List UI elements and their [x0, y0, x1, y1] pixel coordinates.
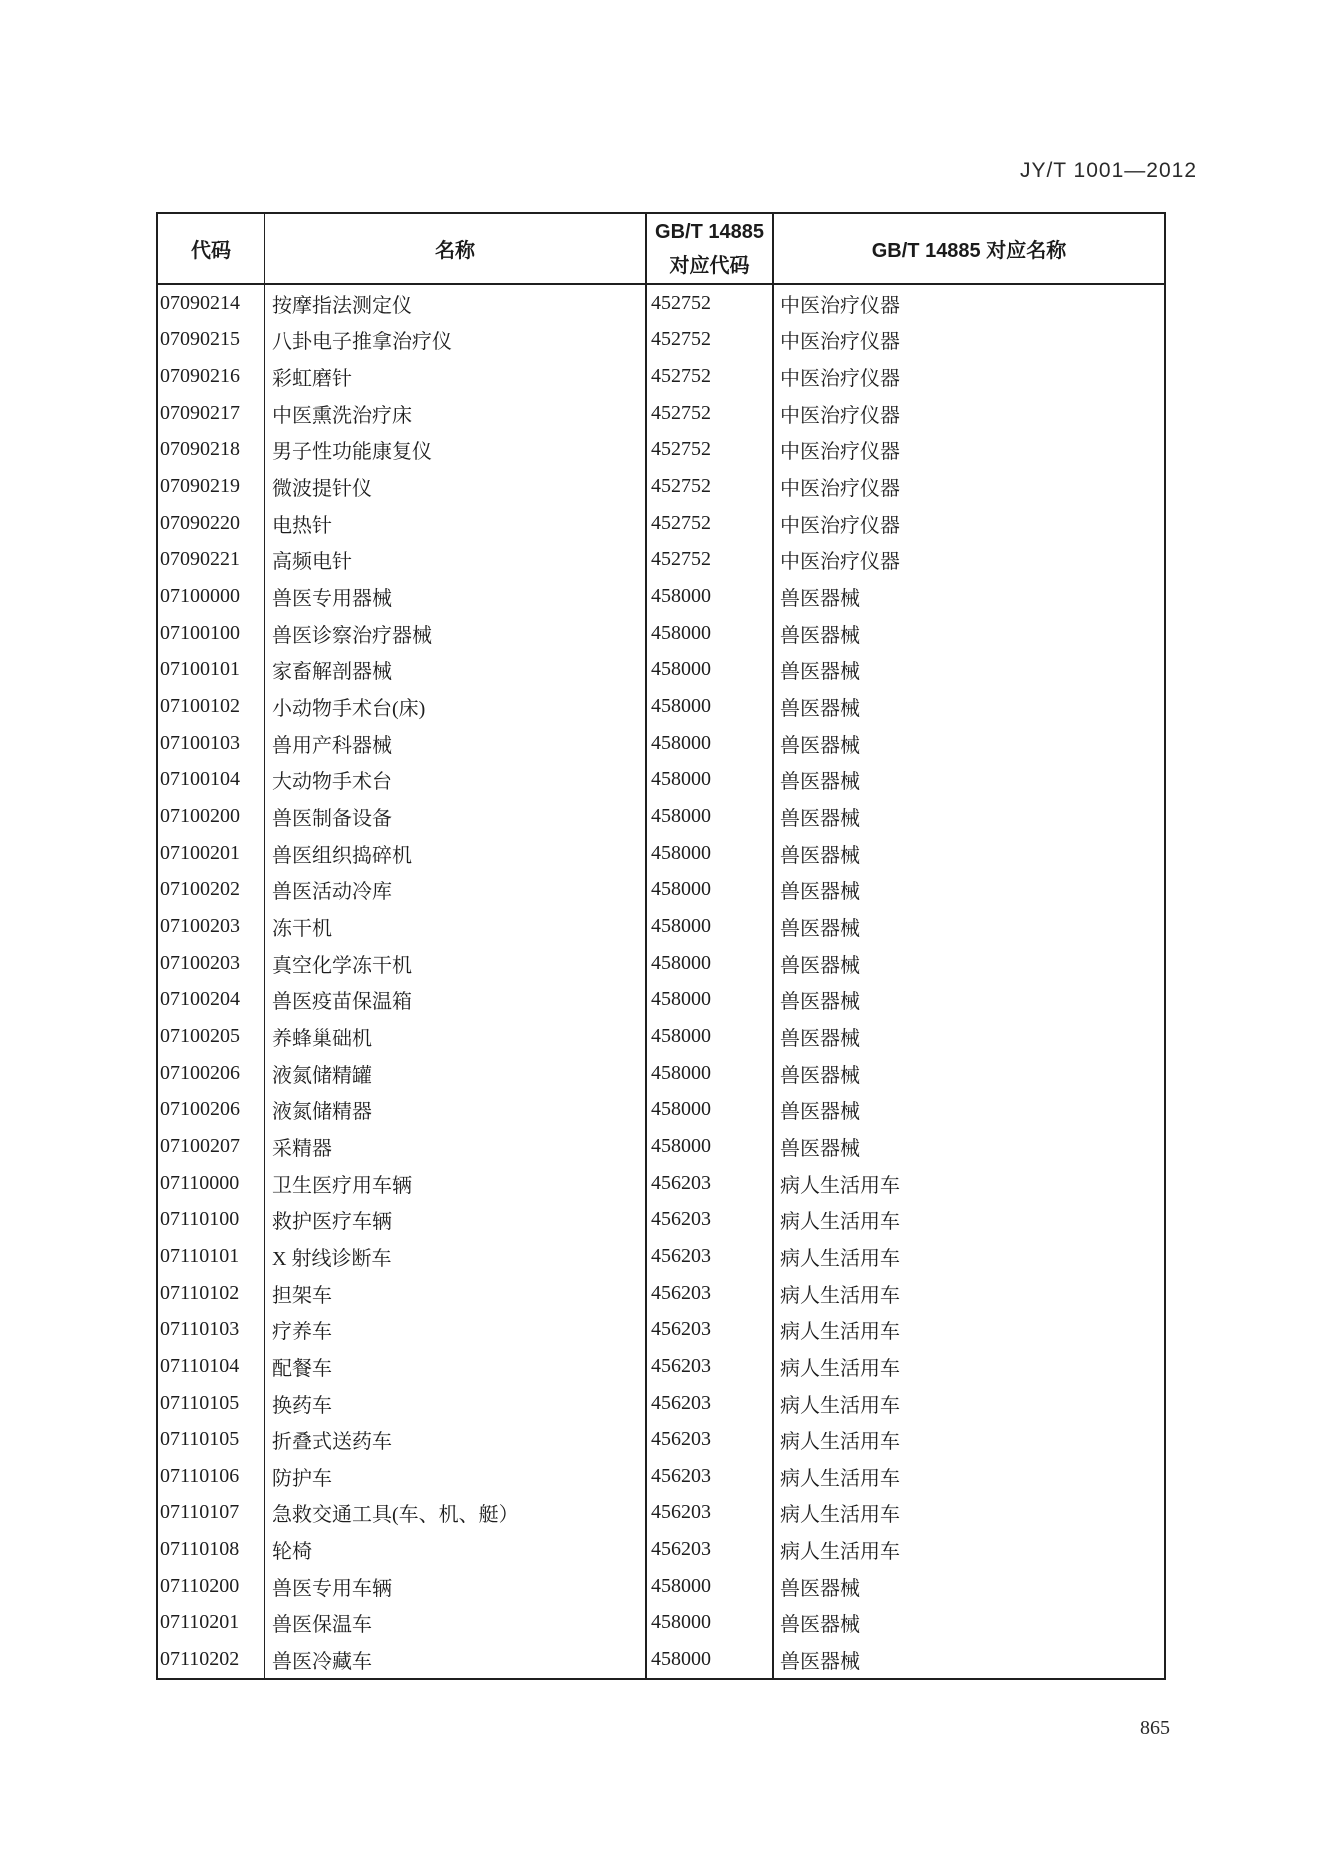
gbt-code-cell: 456203 [647, 1238, 774, 1275]
table-row [158, 358, 1164, 395]
header-gbt-name: GB/T 14885 对应名称 [871, 240, 1067, 262]
table-row [158, 1018, 1164, 1055]
code-cell: 07110102 [158, 1275, 265, 1312]
table-row [158, 762, 1164, 799]
table-row [158, 945, 1164, 982]
gbt-name-cell: 兽医器械 [780, 698, 860, 721]
table-row [158, 725, 1164, 762]
name-cell: 担架车 [265, 1275, 647, 1312]
gbt-name-cell: 病人生活用车 [780, 1321, 900, 1344]
name-cell: 兽医专用车辆 [265, 1568, 647, 1605]
code-cell: 07100203 [158, 908, 265, 945]
name-cell: 彩虹磨针 [265, 358, 647, 395]
gbt-name-cell: 病人生活用车 [780, 1284, 900, 1307]
gbt-name-cell: 病人生活用车 [780, 1467, 900, 1490]
code-cell: 07100203 [158, 945, 265, 982]
gbt-name-cell: 兽医器械 [780, 991, 860, 1014]
gbt-code-cell: 458000 [647, 798, 774, 835]
name-cell: 家畜解剖器械 [265, 652, 647, 689]
code-cell: 07100206 [158, 1055, 265, 1092]
code-cell: 07110104 [158, 1348, 265, 1385]
name-cell: X 射线诊断车 [265, 1238, 647, 1275]
gbt-name-cell: 兽医器械 [780, 1027, 860, 1050]
name-cell: 真空化学冻干机 [265, 945, 647, 982]
gbt-code-cell: 456203 [647, 1348, 774, 1385]
gbt-name-cell: 兽医器械 [780, 1137, 860, 1160]
table-header-row [158, 214, 1164, 285]
gbt-code-cell: 458000 [647, 578, 774, 615]
gbt-code-cell: 452752 [647, 468, 774, 505]
name-cell: 兽医诊察治疗器械 [265, 615, 647, 652]
gbt-code-cell: 456203 [647, 1311, 774, 1348]
gbt-name-cell: 病人生活用车 [780, 1394, 900, 1417]
table-row [158, 285, 1164, 322]
gbt-name-cell: 兽医器械 [780, 771, 860, 794]
gbt-name-cell: 兽医器械 [780, 1577, 860, 1600]
code-cell: 07110101 [158, 1238, 265, 1275]
code-cell: 07110201 [158, 1605, 265, 1642]
header-gbt-code-line2: 对应代码 [669, 254, 750, 277]
code-cell: 07100206 [158, 1091, 265, 1128]
code-cell: 07090218 [158, 432, 265, 469]
name-cell: 液氮储精罐 [265, 1055, 647, 1092]
gbt-code-cell: 452752 [647, 432, 774, 469]
code-cell: 07100201 [158, 835, 265, 872]
name-cell: 八卦电子推拿治疗仪 [265, 322, 647, 359]
table-row [158, 1495, 1164, 1532]
table-row [158, 1311, 1164, 1348]
code-cell: 07100204 [158, 981, 265, 1018]
gbt-code-cell: 456203 [647, 1531, 774, 1568]
header-code: 代码 [158, 214, 265, 283]
gbt-code-cell: 456203 [647, 1201, 774, 1238]
gbt-code-cell: 458000 [647, 652, 774, 689]
gbt-name-cell: 中医治疗仪器 [780, 514, 900, 537]
name-cell: 换药车 [265, 1385, 647, 1422]
gbt-name-cell: 兽医器械 [780, 661, 860, 684]
gbt-code-cell: 458000 [647, 1055, 774, 1092]
name-cell: 大动物手术台 [265, 762, 647, 799]
gbt-code-cell: 452752 [647, 285, 774, 322]
table-row [158, 1568, 1164, 1605]
code-cell: 07100000 [158, 578, 265, 615]
table-row [158, 1165, 1164, 1202]
gbt-name-cell: 兽医器械 [780, 808, 860, 831]
name-cell: 兽医组织捣碎机 [265, 835, 647, 872]
gbt-code-cell: 458000 [647, 725, 774, 762]
table-row [158, 578, 1164, 615]
table-row [158, 395, 1164, 432]
table-row [158, 468, 1164, 505]
gbt-name-cell: 病人生活用车 [780, 1357, 900, 1380]
gbt-code-cell: 458000 [647, 981, 774, 1018]
table-row [158, 1275, 1164, 1312]
gbt-name-cell: 兽医器械 [780, 917, 860, 940]
name-cell: 高频电针 [265, 542, 647, 579]
gbt-name-cell: 病人生活用车 [780, 1174, 900, 1197]
code-cell: 07100103 [158, 725, 265, 762]
name-cell: 折叠式送药车 [265, 1421, 647, 1458]
code-cell: 07100205 [158, 1018, 265, 1055]
header-name: 名称 [265, 214, 647, 283]
name-cell: 救护医疗车辆 [265, 1201, 647, 1238]
code-cell: 07110202 [158, 1641, 265, 1678]
table-row [158, 322, 1164, 359]
table-row [158, 1128, 1164, 1165]
name-cell: 养蜂巢础机 [265, 1018, 647, 1055]
name-cell: 兽医专用器械 [265, 578, 647, 615]
gbt-code-cell: 452752 [647, 505, 774, 542]
table-row [158, 432, 1164, 469]
code-cell: 07090216 [158, 358, 265, 395]
table-row [158, 1091, 1164, 1128]
gbt-name-cell: 病人生活用车 [780, 1431, 900, 1454]
gbt-name-cell: 兽医器械 [780, 734, 860, 757]
gbt-name-cell: 中医治疗仪器 [780, 478, 900, 501]
table-row [158, 688, 1164, 725]
name-cell: 小动物手术台(床) [265, 688, 647, 725]
gbt-code-cell: 452752 [647, 322, 774, 359]
name-cell: 急救交通工具(车、机、艇） [265, 1495, 647, 1532]
gbt-name-cell: 中医治疗仪器 [780, 368, 900, 391]
table-row [158, 542, 1164, 579]
name-cell: 兽医活动冷库 [265, 872, 647, 909]
code-cell: 07110200 [158, 1568, 265, 1605]
gbt-name-cell: 兽医器械 [780, 954, 860, 977]
name-cell: 配餐车 [265, 1348, 647, 1385]
code-cell: 07110108 [158, 1531, 265, 1568]
gbt-name-cell: 兽医器械 [780, 844, 860, 867]
gbt-code-cell: 458000 [647, 688, 774, 725]
gbt-code-cell: 458000 [647, 908, 774, 945]
gbt-code-cell: 456203 [647, 1165, 774, 1202]
table-row [158, 652, 1164, 689]
name-cell: 男子性功能康复仪 [265, 432, 647, 469]
table-row [158, 1421, 1164, 1458]
table-row [158, 981, 1164, 1018]
gbt-code-cell: 452752 [647, 395, 774, 432]
code-cell: 07090220 [158, 505, 265, 542]
code-cell: 07110000 [158, 1165, 265, 1202]
table-row [158, 798, 1164, 835]
gbt-code-cell: 452752 [647, 358, 774, 395]
name-cell: 卫生医疗用车辆 [265, 1165, 647, 1202]
name-cell: 兽医保温车 [265, 1605, 647, 1642]
gbt-code-cell: 456203 [647, 1385, 774, 1422]
code-cell: 07110103 [158, 1311, 265, 1348]
name-cell: 轮椅 [265, 1531, 647, 1568]
code-mapping-table [156, 212, 1166, 1680]
gbt-code-cell: 458000 [647, 945, 774, 982]
gbt-name-cell: 中医治疗仪器 [780, 441, 900, 464]
name-cell: 兽用产科器械 [265, 725, 647, 762]
code-cell: 07090214 [158, 285, 265, 322]
gbt-code-cell: 458000 [647, 835, 774, 872]
table-row [158, 1348, 1164, 1385]
table-body [158, 285, 1164, 1678]
table-row [158, 1238, 1164, 1275]
code-cell: 07100200 [158, 798, 265, 835]
gbt-name-cell: 病人生活用车 [780, 1247, 900, 1270]
gbt-code-cell: 456203 [647, 1275, 774, 1312]
name-cell: 疗养车 [265, 1311, 647, 1348]
table-row [158, 872, 1164, 909]
table-row [158, 908, 1164, 945]
table-row [158, 505, 1164, 542]
gbt-code-cell: 458000 [647, 762, 774, 799]
gbt-name-cell: 兽医器械 [780, 588, 860, 611]
name-cell: 采精器 [265, 1128, 647, 1165]
code-cell: 07110106 [158, 1458, 265, 1495]
gbt-code-cell: 458000 [647, 1018, 774, 1055]
gbt-name-cell: 兽医器械 [780, 881, 860, 904]
code-cell: 07090215 [158, 322, 265, 359]
name-cell: 微波提针仪 [265, 468, 647, 505]
table-row [158, 615, 1164, 652]
gbt-code-cell: 458000 [647, 872, 774, 909]
gbt-code-cell: 456203 [647, 1495, 774, 1532]
table-row [158, 1605, 1164, 1642]
code-cell: 07100100 [158, 615, 265, 652]
gbt-name-cell: 兽医器械 [780, 1064, 860, 1087]
gbt-name-cell: 兽医器械 [780, 1651, 860, 1674]
code-cell: 07100202 [158, 872, 265, 909]
gbt-name-cell: 中医治疗仪器 [780, 331, 900, 354]
code-cell: 07090221 [158, 542, 265, 579]
gbt-name-cell: 中医治疗仪器 [780, 551, 900, 574]
table-row [158, 1055, 1164, 1092]
name-cell: 兽医制备设备 [265, 798, 647, 835]
gbt-code-cell: 458000 [647, 1568, 774, 1605]
gbt-code-cell: 458000 [647, 1128, 774, 1165]
gbt-name-cell: 兽医器械 [780, 1614, 860, 1637]
table-row [158, 1641, 1164, 1678]
code-cell: 07100102 [158, 688, 265, 725]
gbt-code-cell: 458000 [647, 1605, 774, 1642]
code-cell: 07110105 [158, 1385, 265, 1422]
name-cell: 兽医冷藏车 [265, 1641, 647, 1678]
code-cell: 07100207 [158, 1128, 265, 1165]
gbt-name-cell: 病人生活用车 [780, 1504, 900, 1527]
code-cell: 07100104 [158, 762, 265, 799]
table-row [158, 835, 1164, 872]
gbt-code-cell: 458000 [647, 615, 774, 652]
gbt-name-cell: 中医治疗仪器 [780, 404, 900, 427]
gbt-name-cell: 中医治疗仪器 [780, 294, 900, 317]
gbt-code-cell: 452752 [647, 542, 774, 579]
code-cell: 07110107 [158, 1495, 265, 1532]
gbt-code-cell: 456203 [647, 1421, 774, 1458]
header-gbt-code [647, 214, 774, 283]
code-cell: 07110105 [158, 1421, 265, 1458]
table-row [158, 1531, 1164, 1568]
gbt-name-cell: 兽医器械 [780, 624, 860, 647]
table-row [158, 1201, 1164, 1238]
gbt-name-cell: 兽医器械 [780, 1101, 860, 1124]
name-cell: 兽医疫苗保温箱 [265, 981, 647, 1018]
code-cell: 07090217 [158, 395, 265, 432]
gbt-code-cell: 458000 [647, 1091, 774, 1128]
header-gbt-code-line1: GB/T 14885 [655, 220, 764, 243]
name-cell: 防护车 [265, 1458, 647, 1495]
code-cell: 07110100 [158, 1201, 265, 1238]
standard-doc-number: JY/T 1001—2012 [1019, 159, 1197, 182]
name-cell: 冻干机 [265, 908, 647, 945]
gbt-name-cell: 病人生活用车 [780, 1541, 900, 1564]
gbt-name-cell: 病人生活用车 [780, 1211, 900, 1234]
gbt-code-cell: 456203 [647, 1458, 774, 1495]
code-cell: 07100101 [158, 652, 265, 689]
code-cell: 07090219 [158, 468, 265, 505]
gbt-code-cell: 458000 [647, 1641, 774, 1678]
page-number: 865 [1140, 1717, 1170, 1739]
name-cell: 液氮储精器 [265, 1091, 647, 1128]
name-cell: 按摩指法测定仪 [265, 285, 647, 322]
name-cell: 中医熏洗治疗床 [265, 395, 647, 432]
table-row [158, 1385, 1164, 1422]
name-cell: 电热针 [265, 505, 647, 542]
table-row [158, 1458, 1164, 1495]
